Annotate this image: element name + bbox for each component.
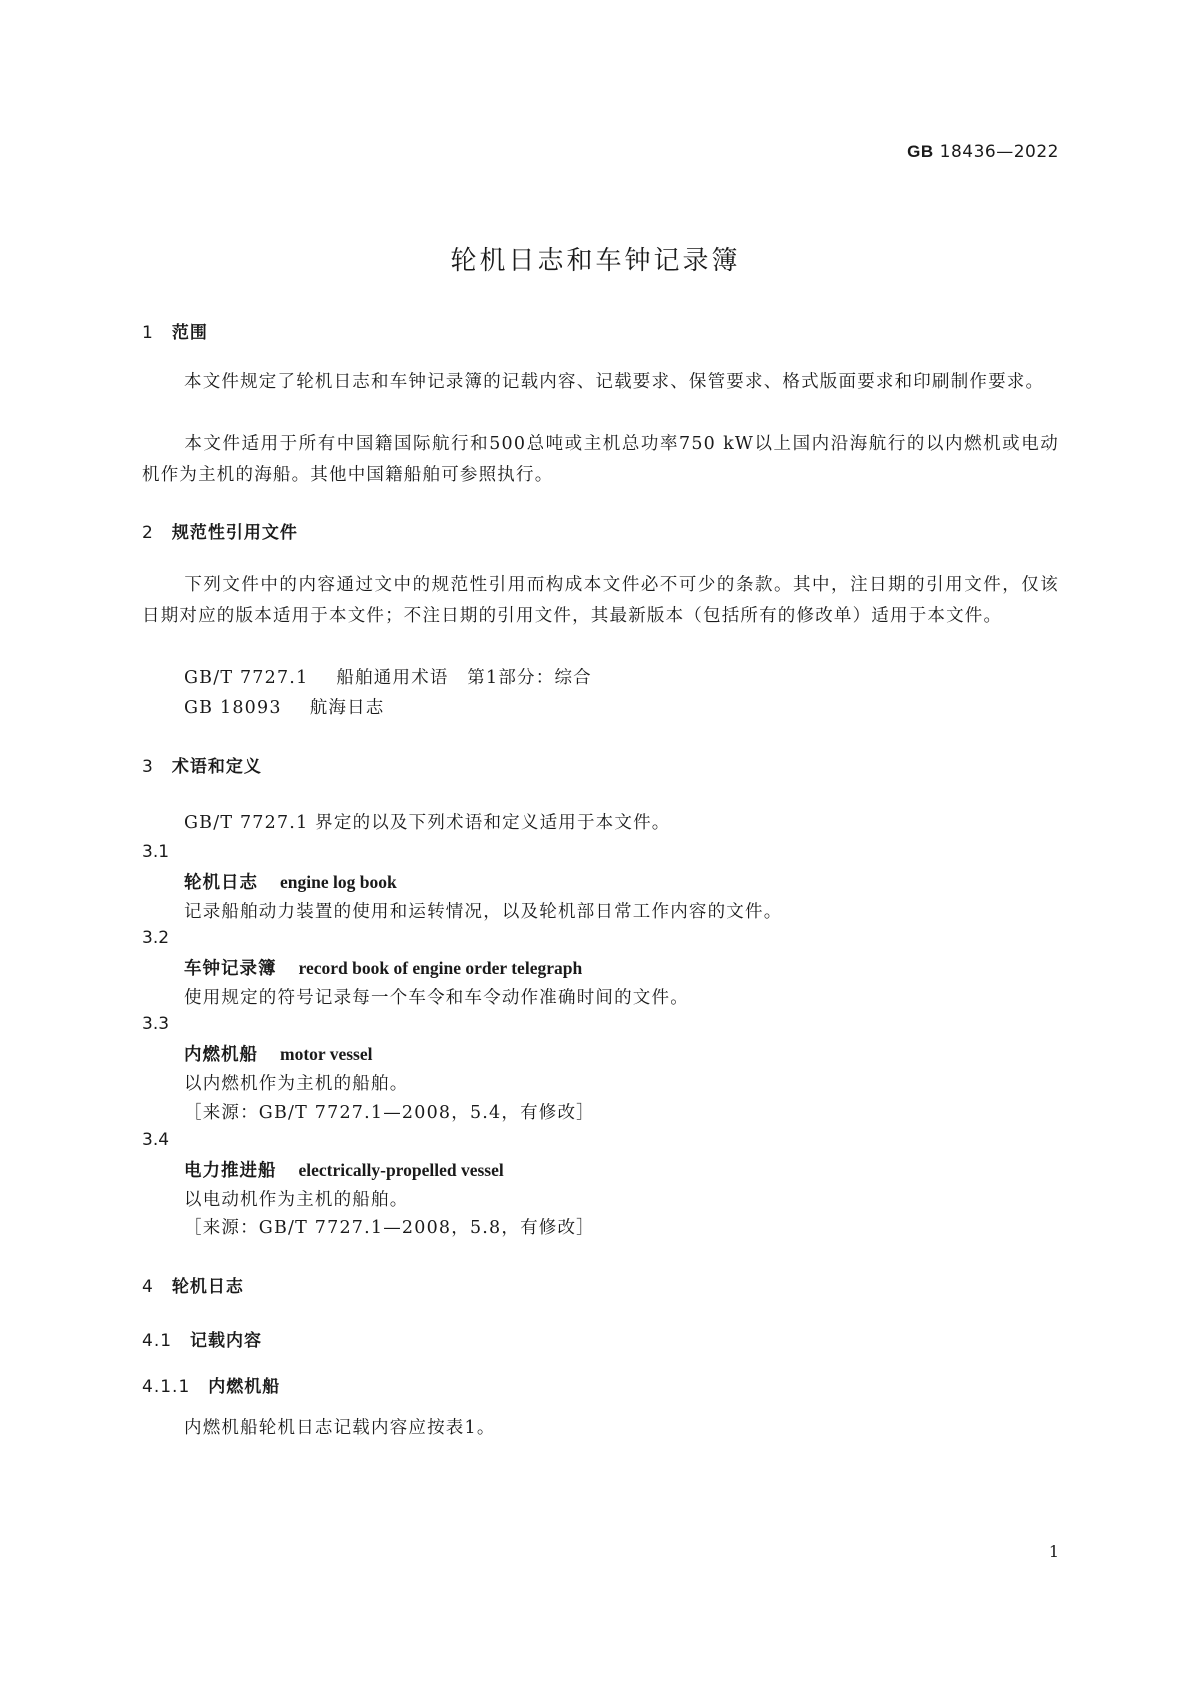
term-number: 3.1 xyxy=(142,842,170,862)
section-3-intro: GB/T 7727.1 界定的以及下列术语和定义适用于本文件。 xyxy=(184,813,671,833)
section-4-heading xyxy=(142,1272,244,1297)
term-source: ［来源：GB/T 7727.1—2008，5.8，有修改］ xyxy=(184,1218,595,1238)
paragraph-text: 下列文件中的内容通过文中的规范性引用而构成本文件必不可少的条款。其中，注日期的引用文件，仅该日期对应的版本适用于本文件；不注日期的引用文件，其最新版本（包括所有的修改单）适用于本文件。 xyxy=(142,575,1059,626)
term-heading xyxy=(184,1157,504,1182)
standard-code: 18436—2022 xyxy=(939,142,1059,162)
term-chinese: 内燃机船 xyxy=(184,1045,258,1065)
term-number: 3.2 xyxy=(142,928,170,948)
term-definition: 使用规定的符号记录每一个车令和车令动作准确时间的文件。 xyxy=(184,988,689,1008)
term-number: 3.4 xyxy=(142,1130,170,1150)
section-title: 记载内容 xyxy=(190,1331,263,1351)
term-definition: 以电动机作为主机的船舶。 xyxy=(184,1190,409,1210)
section-1-heading xyxy=(142,318,208,343)
paragraph-text: 本文件适用于所有中国籍国际航行和500总吨或主机总功率750 kW以上国内沿海航行的以内燃机或电动机作为主机的海船。其他中国籍船舶可参照执行。 xyxy=(142,434,1059,485)
section-1-paragraph-1 xyxy=(142,367,1059,398)
section-3-heading xyxy=(142,752,262,777)
term-definition: 以内燃机作为主机的船舶。 xyxy=(184,1074,409,1094)
section-4-paragraph-1: 内燃机船轮机日志记载内容应按表1。 xyxy=(184,1418,496,1438)
section-title: 术语和定义 xyxy=(171,757,262,777)
term-english: electrically-propelled vessel xyxy=(298,1160,504,1180)
normative-reference xyxy=(184,664,592,689)
term-chinese: 轮机日志 xyxy=(184,873,258,893)
section-title: 规范性引用文件 xyxy=(171,523,298,543)
term-heading xyxy=(184,1041,373,1066)
standard-number xyxy=(907,142,1059,162)
normative-reference xyxy=(184,694,385,719)
section-title: 轮机日志 xyxy=(171,1277,244,1297)
section-title: 范围 xyxy=(171,323,208,343)
term-heading xyxy=(184,869,397,894)
term-source: ［来源：GB/T 7727.1—2008，5.4，有修改］ xyxy=(184,1103,595,1123)
reference-code: GB 18093 xyxy=(184,698,282,718)
section-title: 内燃机船 xyxy=(208,1377,281,1397)
section-number: 4 xyxy=(142,1277,154,1297)
section-number: 2 xyxy=(142,523,154,543)
term-heading xyxy=(184,955,582,980)
section-number: 4.1.1 xyxy=(142,1377,191,1397)
paragraph-text: 本文件规定了轮机日志和车钟记录簿的记载内容、记载要求、保管要求、格式版面要求和印刷制作要求。 xyxy=(184,372,1045,392)
section-number: 3 xyxy=(142,757,154,777)
document-title: 轮机日志和车钟记录簿 xyxy=(450,246,741,276)
term-chinese: 车钟记录簿 xyxy=(184,959,277,979)
standard-prefix: GB xyxy=(907,142,934,161)
reference-title: 航海日志 xyxy=(309,698,385,718)
section-2-heading xyxy=(142,518,298,543)
reference-code: GB/T 7727.1 xyxy=(184,668,309,688)
term-english: engine log book xyxy=(280,872,397,892)
subsection-4-1-heading xyxy=(142,1326,262,1351)
term-number: 3.3 xyxy=(142,1014,170,1034)
term-english: motor vessel xyxy=(280,1044,373,1064)
term-definition: 记录船舶动力装置的使用和运转情况，以及轮机部日常工作内容的文件。 xyxy=(184,902,783,922)
section-1-paragraph-2 xyxy=(142,429,1059,491)
section-number: 1 xyxy=(142,323,154,343)
subsection-4-1-1-heading xyxy=(142,1372,280,1397)
section-2-paragraph-1 xyxy=(142,570,1059,632)
page-number: 1 xyxy=(1048,1542,1059,1561)
term-chinese: 电力推进船 xyxy=(184,1161,277,1181)
reference-title: 船舶通用术语 第1部分：综合 xyxy=(336,668,592,688)
term-english: record book of engine order telegraph xyxy=(298,958,583,978)
section-number: 4.1 xyxy=(142,1331,173,1351)
